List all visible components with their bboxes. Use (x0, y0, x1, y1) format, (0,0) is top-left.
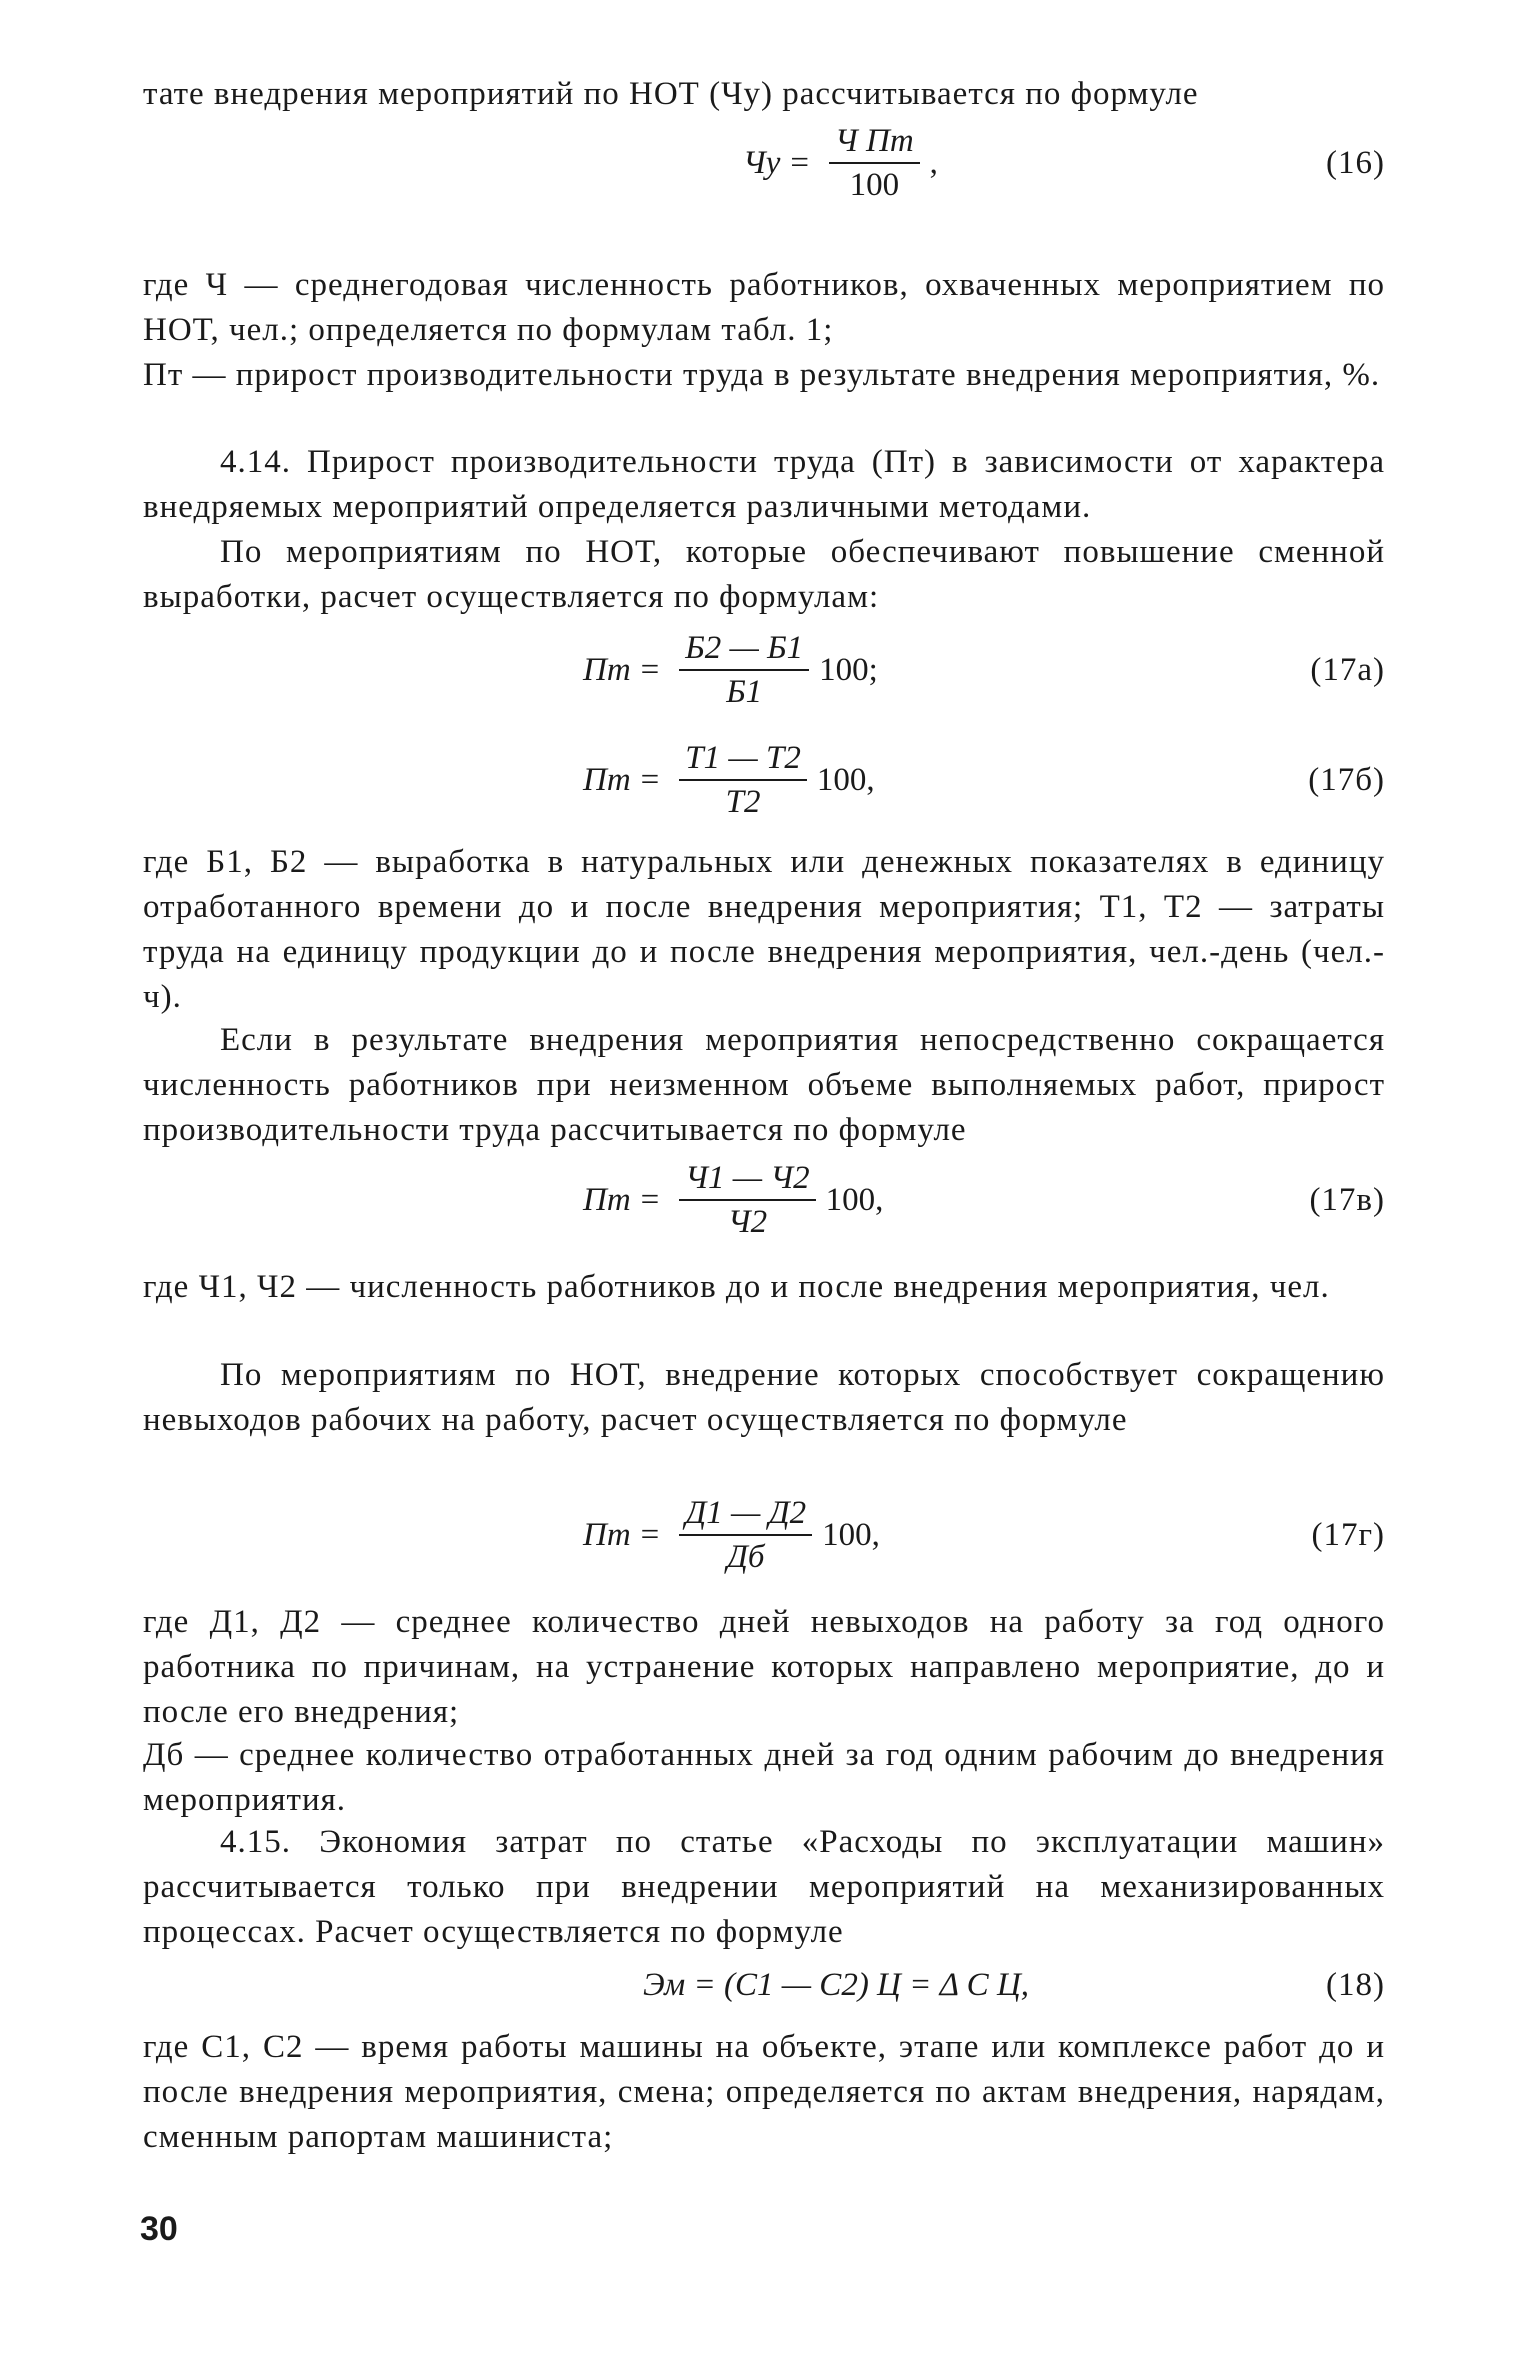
formula-17v-label: (17в) (1309, 1181, 1385, 1218)
paragraph-4-15: 4.15. Экономия затрат по статье «Расходы по эксплуатации машин» рассчитывается только при внедрении мероприятий на механизированных процессах. Расчет осуществляется по формуле (143, 1824, 1385, 1950)
formula-17v-tail: 100, (825, 1181, 884, 1218)
paragraph-16-where-pt: Пт — прирост производительности труда в результате внедрения мероприятия, %. (143, 357, 1381, 393)
formula-17b-label: (17б) (1308, 761, 1385, 798)
formula-17a-label: (17а) (1310, 651, 1385, 688)
formula-17a-fraction (679, 629, 809, 711)
paragraph-absence: По мероприятиям по НОТ, внедрение которых способствует сокращению невыходов рабочих на работу, расчет осуществляется по формуле (143, 1357, 1385, 1438)
formula-17v-fraction (679, 1159, 815, 1241)
formula-17a-numerator: Б2 — Б1 (679, 629, 809, 671)
paragraph-16-where-ch: где Ч — среднегодовая численность работников, охваченных мероприятием по НОТ, чел.; определяется по формулам табл. 1; (143, 267, 1385, 348)
formula-17v-numerator: Ч1 — Ч2 (679, 1159, 815, 1201)
page-number: 30 (140, 2210, 178, 2248)
formula-16-numerator: Ч Пт (829, 122, 920, 164)
paragraph-17g-where-d12: где Д1, Д2 — среднее количество дней невыходов на работу за год одного работника по причинам, на устранение которых направлено мероприятие, до и после его внедрения; (143, 1604, 1385, 1730)
formula-17a-lhs: Пт (583, 651, 631, 688)
formula-16-label: (16) (1326, 144, 1385, 181)
paragraph-17g-where-db: Дб — среднее количество отработанных дней за год одним рабочим до внедрения мероприятия. (143, 1737, 1385, 1818)
formula-17g-lhs: Пт (583, 1516, 631, 1553)
formula-17v-denominator: Ч2 (727, 1204, 768, 1240)
paragraph-17v-where: где Ч1, Ч2 — численность работников до и после внедрения мероприятия, чел. (143, 1269, 1330, 1305)
paragraph-17ab-where: где Б1, Б2 — выработка в натуральных или денежных показателях в единицу отработанного времени до и после внедрения мероприятия; Т1, Т2 — затраты труда на единицу продукции до и после внедрения мероприятия, чел.-день (чел.-ч). (143, 844, 1385, 1015)
paragraph-4-14: 4.14. Прирост производительности труда (Пт) в зависимости от характера внедряемых мероприятий определяется различными методами. (143, 444, 1385, 525)
formula-17a-tail: 100; (819, 651, 878, 688)
formula-16-lhs: Чу (743, 144, 781, 181)
formula-17g: Пт = $\frac{Д1 — Д2}{Дб}$ 100, (17г) (143, 1490, 1385, 1580)
formula-18-expression: Эм = (С1 — С2) Ц = Δ С Ц, (643, 1966, 1030, 2003)
formula-17g-fraction (679, 1494, 812, 1576)
formula-17b: Пт = $\frac{Т1 — Т2}{Т2}$ 100, (17б) (143, 735, 1385, 825)
formula-18 (143, 1955, 1385, 2015)
formula-16-fraction (829, 122, 920, 204)
formula-18-label: (18) (1326, 1966, 1385, 2003)
formula-17b-numerator: Т1 — Т2 (679, 739, 807, 781)
formula-16-tail: , (929, 144, 938, 181)
formula-17v-lhs: Пт (583, 1181, 631, 1218)
formula-17b-fraction (679, 739, 807, 821)
formula-17g-denominator: Дб (726, 1539, 765, 1575)
formula-16: Чу = $\frac{\text{Ч Пт}}{100}$ , (16) (143, 118, 1385, 208)
formula-17a-denominator: Б1 (726, 674, 763, 710)
formula-17a: Пт = $\frac{Б2 — Б1}{Б1}$ 100; (17а) (143, 625, 1385, 715)
formula-17b-lhs: Пт (583, 761, 631, 798)
paragraph-18-where: где С1, С2 — время работы машины на объекте, этапе или комплексе работ до и после внедрения мероприятия, смена; определяется по актам внедрения, нарядам, сменным рапортам машиниста; (143, 2029, 1385, 2155)
paragraph-shift-output: По мероприятиям по НОТ, которые обеспечивают повышение сменной выработки, расчет осуществляется по формулам: (143, 534, 1385, 615)
formula-17b-denominator: Т2 (725, 784, 761, 820)
formula-17v: Пт = $\frac{Ч1 — Ч2}{Ч2}$ 100, (17в) (143, 1155, 1385, 1245)
paragraph-headcount: Если в результате внедрения мероприятия непосредственно сокращается численность работников при неизменном объеме выполняемых работ, прирост производительности труда рассчитывается по формуле (143, 1022, 1385, 1148)
formula-17g-numerator: Д1 — Д2 (679, 1494, 812, 1536)
formula-17g-label: (17г) (1311, 1516, 1385, 1553)
formula-16-denominator: 100 (849, 167, 900, 203)
formula-17g-tail: 100, (822, 1516, 880, 1553)
text-line-top: тате внедрения мероприятий по НОТ (Чу) рассчитывается по формуле (143, 76, 1199, 112)
formula-17b-tail: 100, (816, 761, 875, 798)
